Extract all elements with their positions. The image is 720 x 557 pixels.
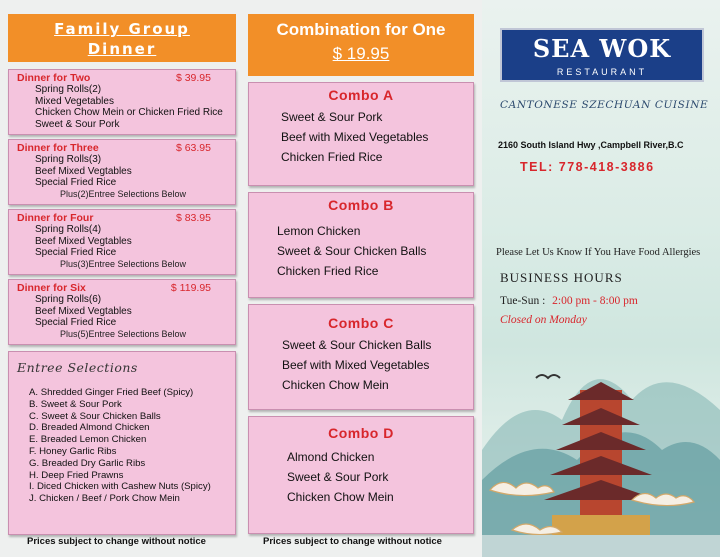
combination-title: Combination for One xyxy=(276,20,446,39)
family-title-line2: Dinner xyxy=(87,40,157,58)
dinner-item: Spring Rolls(4) xyxy=(35,224,102,235)
dinner-price: $ 63.95 xyxy=(175,142,211,154)
price-notice-left: Prices subject to change without notice xyxy=(27,536,206,547)
family-dinner-column xyxy=(8,14,236,505)
dinner-item: Sweet & Sour Pork xyxy=(35,118,120,130)
combo-item: Chicken Chow Mein xyxy=(282,378,389,392)
combo-b-card xyxy=(248,192,474,298)
dinner-price: $ 39.95 xyxy=(175,72,211,84)
entree-title: Entree Selections xyxy=(17,360,138,375)
dinner-item: Beef Mixed Vegtables xyxy=(35,305,132,317)
combination-header xyxy=(248,14,474,76)
combo-item: Sweet & Sour Pork xyxy=(287,470,389,484)
dinner-for-three-card xyxy=(8,139,236,205)
combo-item: Beef with Mixed Vegetables xyxy=(281,130,429,144)
combo-item: Sweet & Sour Pork xyxy=(281,110,383,124)
dinner-item: Spring Rolls(3) xyxy=(35,154,102,165)
entree-item: D. Breaded Almond Chicken xyxy=(29,422,150,434)
business-hours xyxy=(500,295,638,307)
combination-column xyxy=(248,14,474,504)
combo-item: Sweet & Sour Chicken Balls xyxy=(277,244,427,258)
entree-item: B. Sweet & Sour Pork xyxy=(29,398,122,410)
price-notice-middle: Prices subject to change without notice xyxy=(263,536,442,547)
dinner-price: $ 119.95 xyxy=(170,282,211,294)
combo-item: Lemon Chicken xyxy=(277,224,361,238)
combo-title: Combo A xyxy=(328,87,394,103)
telephone: TEL: 778-418-3886 xyxy=(520,160,655,174)
sea-wok-logo xyxy=(500,28,704,82)
logo-name: SEA WOK xyxy=(532,34,672,63)
entree-item: H. Deep Fried Prawns xyxy=(29,469,124,481)
dinner-item: Spring Rolls(6) xyxy=(35,294,102,305)
address: 2160 South Island Hwy ,Campbell River,B.C xyxy=(498,140,684,150)
dinner-plus-note: Plus(5)Entree Selections Below xyxy=(59,328,187,339)
entree-item: A. Shredded Ginger Fried Beef (Spicy) xyxy=(29,387,194,398)
combo-item: Almond Chicken xyxy=(287,450,375,464)
entree-item: I. Diced Chicken with Cashew Nuts (Spicy) xyxy=(29,481,211,493)
dinner-for-two-card xyxy=(8,69,236,135)
combo-a-card xyxy=(248,82,474,186)
entree-item: F. Honey Garlic Ribs xyxy=(29,445,117,457)
dinner-plus-note: Plus(3)Entree Selections Below xyxy=(59,258,187,269)
combo-c-card xyxy=(248,304,474,410)
combo-title: Combo C xyxy=(328,315,394,331)
combo-title: Combo B xyxy=(328,197,394,213)
dinner-plus-note: Plus(2)Entree Selections Below xyxy=(59,188,187,199)
dinner-item: Beef Mixed Vegtables xyxy=(35,165,132,177)
dinner-name: Dinner for Six xyxy=(17,282,86,294)
family-group-title xyxy=(8,14,236,62)
dinner-item: Special Fried Rice xyxy=(35,317,117,328)
entree-selections-card xyxy=(8,351,236,535)
business-time: 2:00 pm - 8:00 pm xyxy=(552,295,638,307)
combo-item: Sweet & Sour Chicken Balls xyxy=(282,338,432,352)
dinner-item: Special Fried Rice xyxy=(35,247,117,258)
dinner-item: Beef Mixed Vegtables xyxy=(35,235,132,247)
allergy-notice: Please Let Us Know If You Have Food Allergies xyxy=(496,247,701,258)
combination-price: $ 19.95 xyxy=(332,44,390,63)
dinner-item: Chicken Chow Mein or Chicken Fried Rice xyxy=(35,107,223,118)
combo-item: Chicken Chow Mein xyxy=(287,490,394,504)
dinner-name: Dinner for Three xyxy=(17,142,99,154)
family-title-line1: Family Group xyxy=(54,20,190,38)
combo-item: Chicken Fried Rice xyxy=(277,264,379,278)
pagoda-illustration xyxy=(482,330,720,557)
dinner-name: Dinner for Four xyxy=(17,212,94,224)
restaurant-info-column xyxy=(482,0,720,557)
entree-item: C. Sweet & Sour Chicken Balls xyxy=(29,410,161,422)
combo-item: Chicken Fried Rice xyxy=(281,150,383,164)
entree-item: J. Chicken / Beef / Pork Chow Mein xyxy=(29,493,180,505)
business-hours-label: BUSINESS HOURS xyxy=(500,270,623,285)
combo-title: Combo D xyxy=(328,425,394,441)
dinner-for-six-card xyxy=(8,279,236,345)
dinner-item: Mixed Vegetables xyxy=(35,95,114,107)
dinner-price: $ 83.95 xyxy=(175,212,211,224)
bird-icon xyxy=(536,375,560,378)
logo-subtitle: RESTAURANT xyxy=(556,67,648,77)
cuisine-tagline: CANTONESE SZECHUAN CUISINE xyxy=(500,99,709,111)
dinner-item: Spring Rolls(2) xyxy=(35,84,102,95)
dinner-item: Special Fried Rice xyxy=(35,177,117,188)
dinner-name: Dinner for Two xyxy=(17,72,91,84)
closed-day-note: Closed on Monday xyxy=(500,314,587,326)
dinner-for-four-card xyxy=(8,209,236,275)
combo-item: Beef with Mixed Vegetables xyxy=(282,358,430,372)
combo-d-card xyxy=(248,416,474,534)
entree-item: G. Breaded Dry Garlic Ribs xyxy=(29,457,146,469)
entree-item: E. Breaded Lemon Chicken xyxy=(29,434,147,446)
business-days: Tue-Sun : xyxy=(500,295,546,307)
